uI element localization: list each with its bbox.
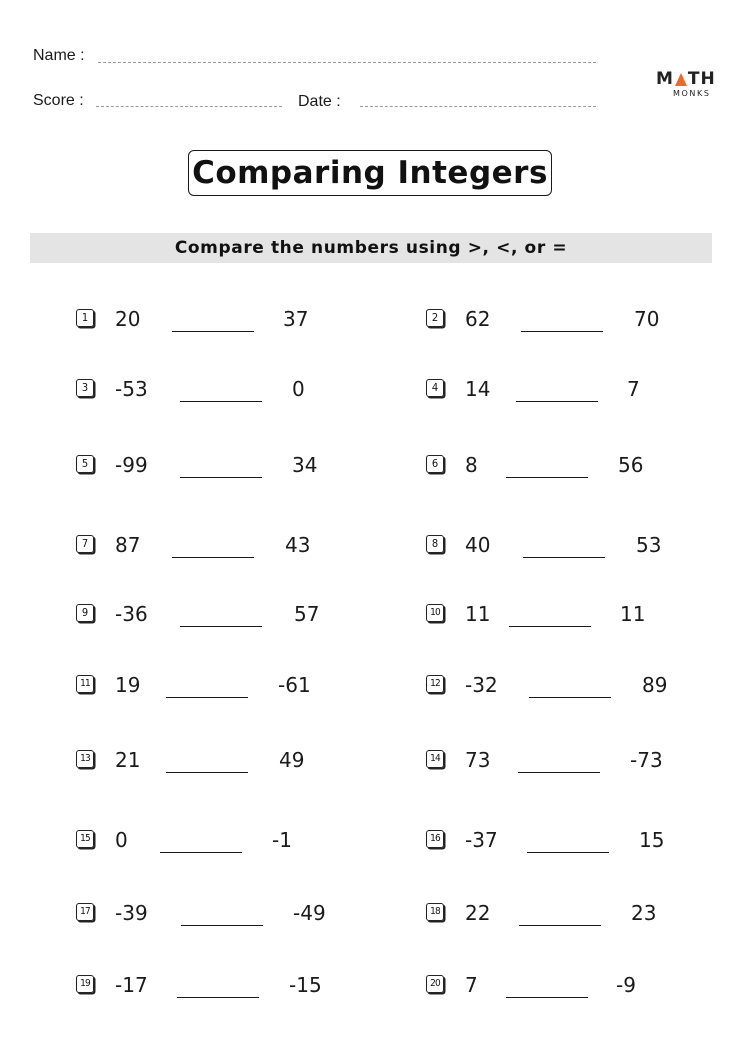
right-number: 37 <box>283 307 309 331</box>
problem-number: 13 <box>76 750 94 768</box>
left-number: -99 <box>115 453 148 477</box>
logo-subtext: MONKS <box>673 89 711 98</box>
problem-item <box>0 673 742 701</box>
problem-number: 6 <box>426 455 444 473</box>
problem-item <box>0 828 742 856</box>
left-number: 40 <box>465 533 491 557</box>
problem-item <box>0 901 742 929</box>
right-number: -1 <box>272 828 292 852</box>
right-number: 7 <box>627 377 640 401</box>
problem-item <box>0 377 742 405</box>
right-number: 43 <box>285 533 311 557</box>
problem-item <box>0 748 742 776</box>
right-number: 53 <box>636 533 662 557</box>
left-number: 7 <box>465 973 478 997</box>
left-number: 20 <box>115 307 141 331</box>
right-number: 89 <box>642 673 668 697</box>
problem-item <box>0 973 742 1001</box>
problem-number: 15 <box>76 830 94 848</box>
problem-number: 16 <box>426 830 444 848</box>
problem-number: 1 <box>76 309 94 327</box>
left-number: -32 <box>465 673 498 697</box>
problem-number: 9 <box>76 604 94 622</box>
problem-number: 17 <box>76 903 94 921</box>
answer-blank[interactable] <box>521 331 603 332</box>
left-number: 22 <box>465 901 491 925</box>
answer-blank[interactable] <box>527 852 609 853</box>
left-number: 87 <box>115 533 141 557</box>
problem-number: 2 <box>426 309 444 327</box>
left-number: 21 <box>115 748 141 772</box>
answer-blank[interactable] <box>516 401 598 402</box>
left-number: -53 <box>115 377 148 401</box>
left-number: 14 <box>465 377 491 401</box>
right-number: -15 <box>289 973 322 997</box>
problem-number: 5 <box>76 455 94 473</box>
score-label: Score : <box>33 92 84 109</box>
name-label: Name : <box>33 47 85 64</box>
right-number: 23 <box>631 901 657 925</box>
name-field[interactable] <box>98 62 596 63</box>
instructions-bar: Compare the numbers using >, <, or = <box>30 233 712 263</box>
right-number: 15 <box>639 828 665 852</box>
left-number: 8 <box>465 453 478 477</box>
right-number: 70 <box>634 307 660 331</box>
left-number: -36 <box>115 602 148 626</box>
answer-blank[interactable] <box>509 626 591 627</box>
left-number: -17 <box>115 973 148 997</box>
logo-text-left: M <box>656 69 674 89</box>
problem-number: 11 <box>76 675 94 693</box>
problem-item <box>0 602 742 630</box>
logo-text-right: TH <box>687 69 716 89</box>
left-number: 62 <box>465 307 491 331</box>
problem-number: 8 <box>426 535 444 553</box>
answer-blank[interactable] <box>519 925 601 926</box>
date-field[interactable] <box>360 106 596 107</box>
answer-blank[interactable] <box>506 997 588 998</box>
right-number: 11 <box>620 602 646 626</box>
logo-triangle-icon <box>675 73 687 86</box>
math-monks-logo <box>656 70 716 98</box>
problem-number: 18 <box>426 903 444 921</box>
right-number: -73 <box>630 748 663 772</box>
problem-item <box>0 453 742 481</box>
left-number: 73 <box>465 748 491 772</box>
page-title: Comparing Integers <box>188 150 552 196</box>
right-number: -9 <box>616 973 636 997</box>
left-number: 11 <box>465 602 491 626</box>
problem-number: 4 <box>426 379 444 397</box>
answer-blank[interactable] <box>506 477 588 478</box>
right-number: 49 <box>279 748 305 772</box>
left-number: -39 <box>115 901 148 925</box>
problem-item <box>0 307 742 335</box>
right-number: 57 <box>294 602 320 626</box>
problem-number: 3 <box>76 379 94 397</box>
problem-number: 19 <box>76 975 94 993</box>
problem-number: 10 <box>426 604 444 622</box>
problem-item <box>0 533 742 561</box>
problem-number: 12 <box>426 675 444 693</box>
left-number: 19 <box>115 673 141 697</box>
answer-blank[interactable] <box>518 772 600 773</box>
problem-number: 7 <box>76 535 94 553</box>
left-number: 0 <box>115 828 128 852</box>
score-field[interactable] <box>96 106 282 107</box>
right-number: 56 <box>618 453 644 477</box>
answer-blank[interactable] <box>529 697 611 698</box>
problem-number: 20 <box>426 975 444 993</box>
right-number: 0 <box>292 377 305 401</box>
left-number: -37 <box>465 828 498 852</box>
problem-number: 14 <box>426 750 444 768</box>
right-number: 34 <box>292 453 318 477</box>
right-number: -61 <box>278 673 311 697</box>
date-label: Date : <box>298 93 341 110</box>
answer-blank[interactable] <box>523 557 605 558</box>
right-number: -49 <box>293 901 326 925</box>
